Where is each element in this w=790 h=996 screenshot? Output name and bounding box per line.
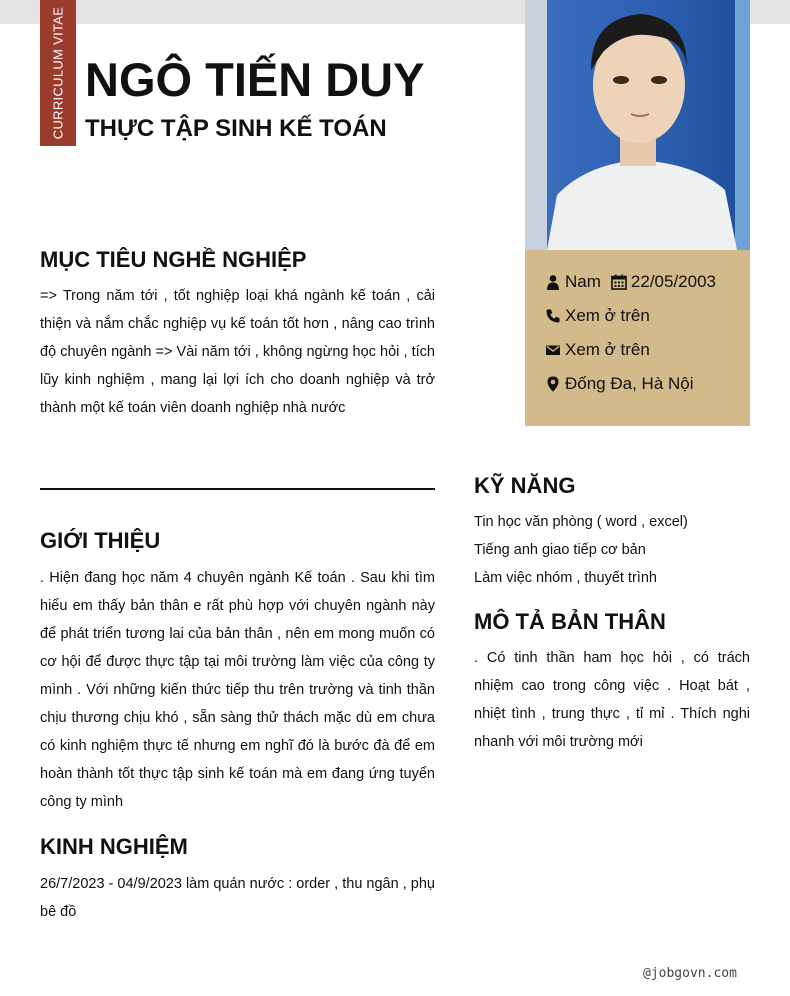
gender-value: Nam [565, 272, 601, 291]
candidate-name: NGÔ TIẾN DUY [85, 53, 425, 106]
profile-photo-illustration [525, 0, 750, 250]
self-description-text: . Có tinh thần ham học hỏi , có trách nhiệm cao trong công việc . Hoạt bát , nhiệt tình , trung thực , tỉ mỉ . Thích nghi nhanh với môi trường mới [474, 650, 750, 750]
experience-text: 26/7/2023 - 04/9/2023 làm quán nước : order , thu ngân , phụ bê đồ [40, 876, 435, 920]
objective-heading: MỤC TIÊU NGHỀ NGHIỆP [40, 247, 307, 272]
info-row-phone [545, 306, 650, 326]
candidate-role: THỰC TẬP SINH KẾ TOÁN [85, 115, 387, 142]
skill-item: Tiếng anh giao tiếp cơ bản [474, 542, 646, 558]
profile-photo [525, 0, 750, 250]
curriculum-vitae-tag [40, 0, 76, 146]
address-value: Đống Đa, Hà Nội [565, 374, 694, 393]
phone-value: Xem ở trên [565, 306, 650, 325]
skill-item: Làm việc nhóm , thuyết trình [474, 570, 657, 586]
user-icon [545, 274, 561, 290]
birthdate-value: 22/05/2003 [630, 272, 716, 291]
cv-tag-label: CURRICULUM VITAE [50, 6, 66, 140]
objective-text: => Trong năm tới , tốt nghiệp loại khá ngành kế toán , cải thiện và nắm chắc nghiệp vụ kế toán tốt hơn , nâng cao trình độ chuyên ngành => Vài năm tới , không ngừng học hỏi , tích lũy kinh nghiệm , mang lại lợi ích cho doanh nghiệp và trở thành một kế toán viên doanh nghiệp nhà nước [40, 288, 435, 416]
info-row-email [545, 340, 650, 360]
email-value: Xem ở trên [565, 340, 650, 359]
intro-heading: GIỚI THIỆU [40, 528, 161, 553]
phone-icon [545, 308, 561, 324]
section-divider [40, 488, 435, 490]
email-icon [545, 342, 561, 358]
info-row-gender-birthdate [545, 272, 716, 292]
skills-heading: KỸ NĂNG [474, 473, 576, 498]
skill-item: Tin học văn phòng ( word , excel) [474, 514, 688, 530]
watermark: @jobgovn.com [643, 966, 737, 981]
intro-text: . Hiện đang học năm 4 chuyên ngành Kế toán . Sau khi tìm hiểu em thấy bản thân e rất phù hợp với chuyên ngành này để phát triển tương lai của bản thân , nên em mong muốn có cơ hội để được thực tập tại môi trường làm việc của công ty mình . Với những kiến thức tiếp thu trên trường và tinh thần chịu thương chịu khó , sẵn sàng thử thách mặc dù em chưa có kinh nghiệm thực tế nhưng em nghĩ đó là bước đà để em hoàn thành tốt thực tập sinh kế toán mà em đang ứng tuyển công ty mình [40, 570, 435, 810]
self-description-heading: MÔ TẢ BẢN THÂN [474, 609, 666, 634]
calendar-icon [611, 274, 627, 290]
contact-info-box [525, 250, 750, 426]
info-row-address [545, 374, 694, 394]
location-icon [545, 376, 561, 392]
experience-heading: KINH NGHIỆM [40, 834, 188, 859]
